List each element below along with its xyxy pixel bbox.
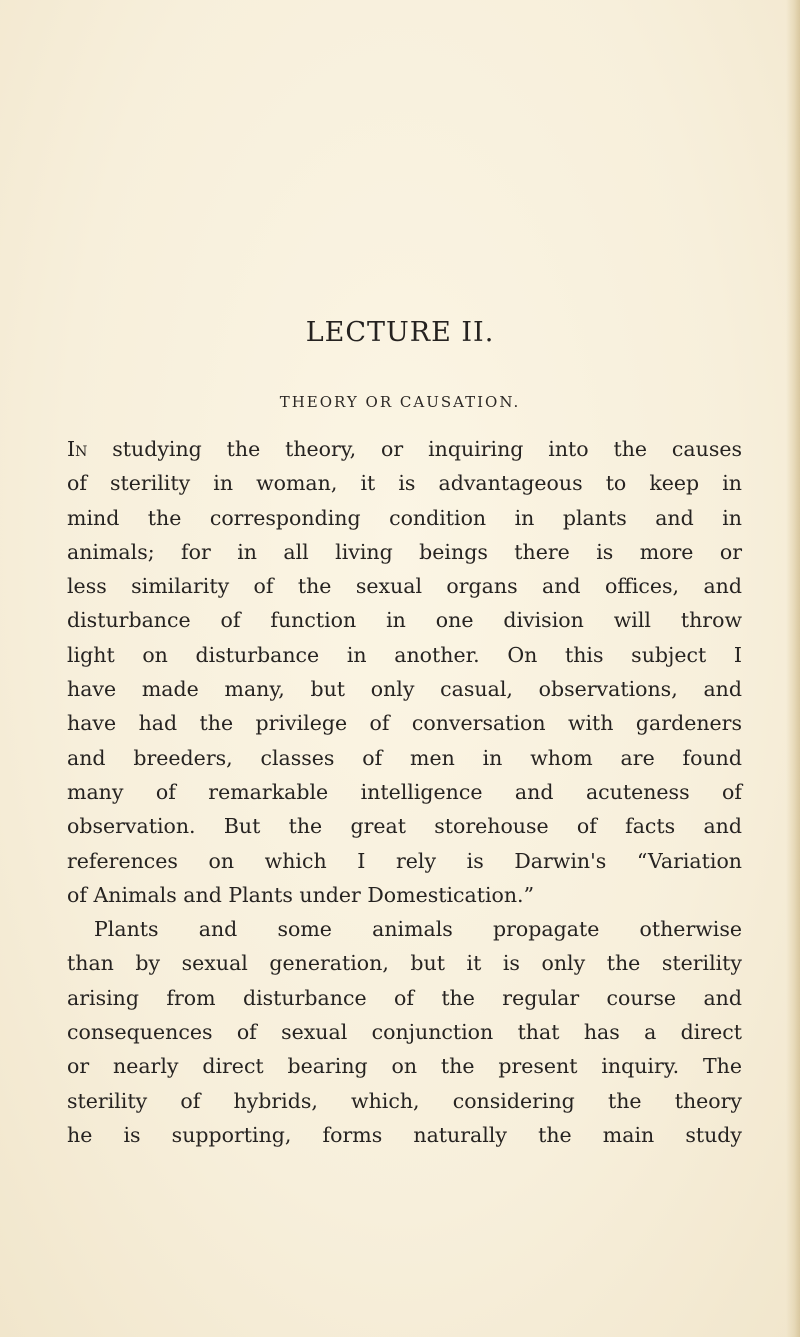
opening-word: In xyxy=(67,437,88,461)
text-line: have made many, but only casual, observations, and xyxy=(67,677,742,702)
text-line: sterility of hybrids, which, considering the theory xyxy=(67,1088,742,1113)
text-line: mind the corresponding condition in plants and in xyxy=(67,505,742,530)
text-line: many of remarkable intelligence and acuteness of xyxy=(67,779,742,804)
text-line xyxy=(67,432,742,466)
text-line: animals; for in all living beings there is more or xyxy=(67,539,742,564)
text-line: or nearly direct bearing on the present inquiry. The xyxy=(67,1054,742,1079)
text-line: he is supporting, forms naturally the main study xyxy=(67,1122,742,1147)
page-edge-shadow xyxy=(786,0,800,1337)
text-line: than by sexual generation, but it is only the sterility xyxy=(67,951,742,976)
text-line: Plants and some animals propagate otherwise xyxy=(94,917,742,942)
lecture-subtitle: THEORY OR CAUSATION. xyxy=(279,393,521,411)
text-line: less similarity of the sexual organs and offices, and xyxy=(67,574,742,599)
text-line-content: studying the theory, or inquiring into the causes xyxy=(87,437,742,461)
text-line: disturbance of function in one division will throw xyxy=(67,608,742,633)
text-line: observation. But the great storehouse of facts and xyxy=(67,814,742,839)
text-line: references on which I rely is Darwin's “Variation xyxy=(67,848,742,873)
lecture-title: LECTURE II. xyxy=(305,317,495,348)
text-line: of Animals and Plants under Domestication.” xyxy=(67,882,535,907)
text-line: and breeders, classes of men in whom are found xyxy=(67,745,742,770)
body-text xyxy=(67,432,742,1152)
text-line: light on disturbance in another. On this subject I xyxy=(67,642,742,667)
text-line: arising from disturbance of the regular course and xyxy=(67,985,742,1010)
text-line: have had the privilege of conversation with gardeners xyxy=(67,711,742,736)
text-line: of sterility in woman, it is advantageous to keep in xyxy=(67,471,742,496)
text-line: consequences of sexual conjunction that has a direct xyxy=(67,1020,742,1045)
